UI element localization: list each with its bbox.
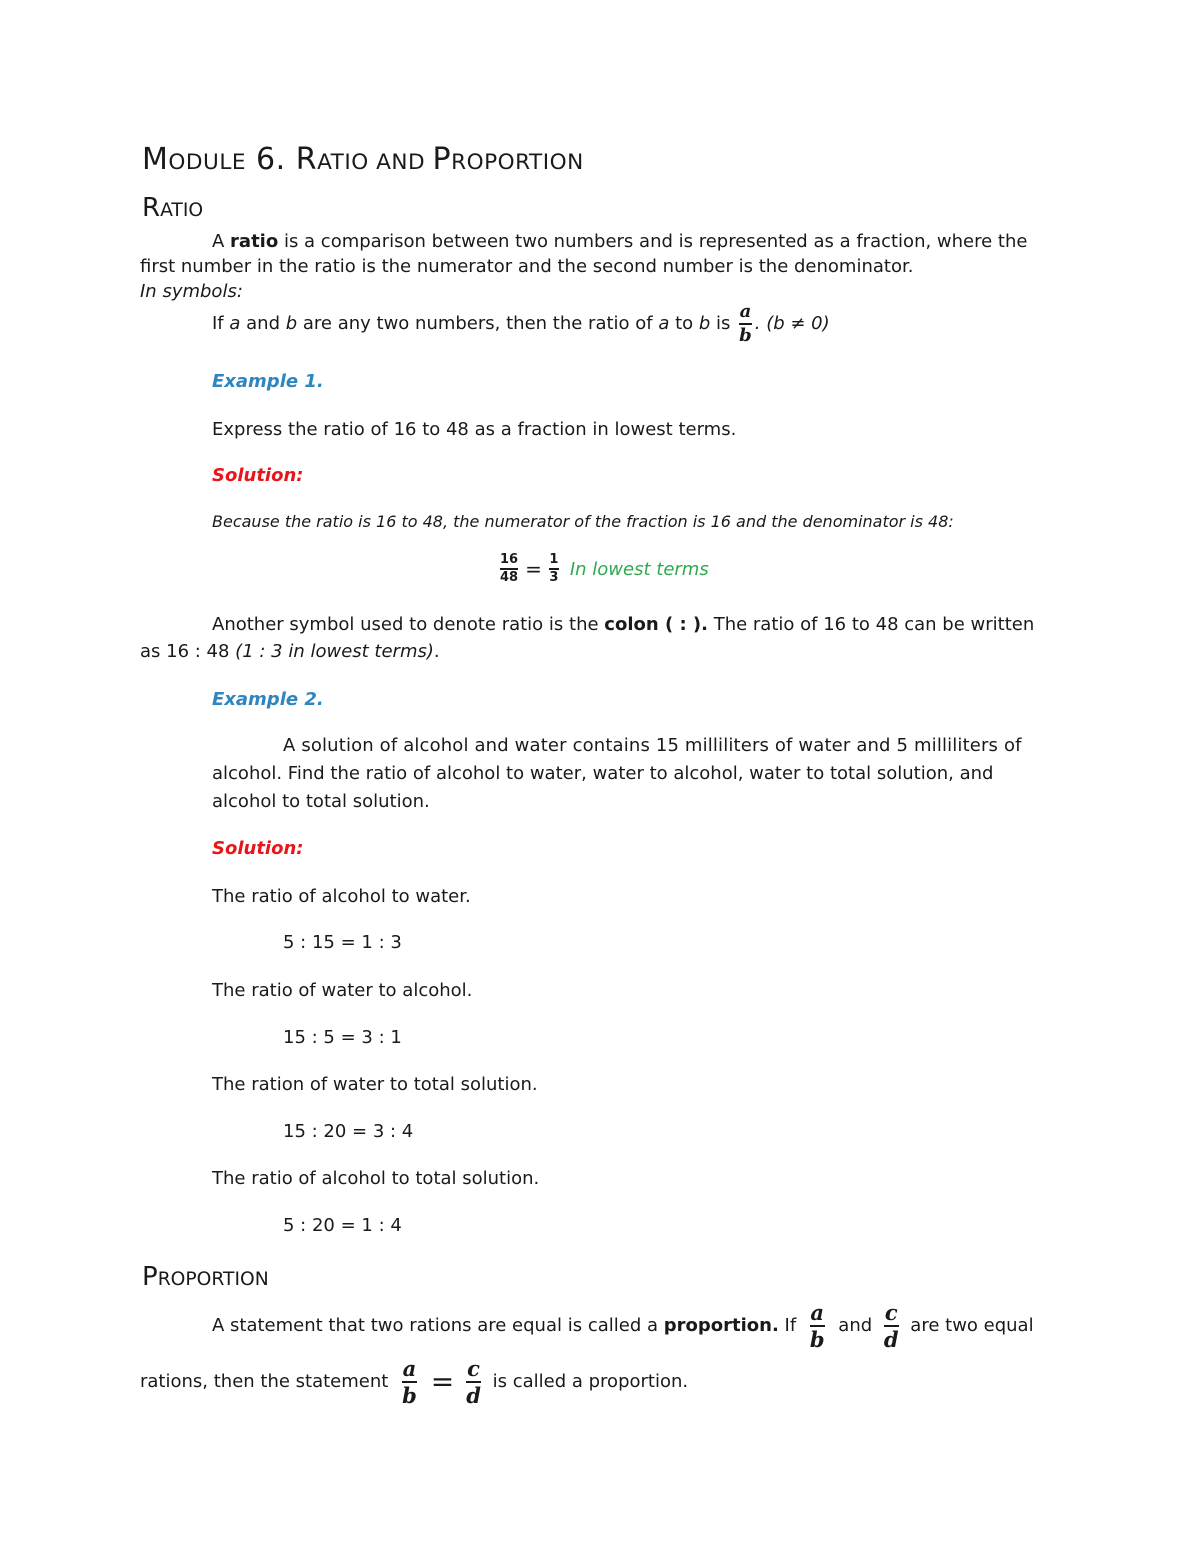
step-2-eq: 15 : 5 = 3 : 1 xyxy=(283,1027,402,1048)
symbol-is: is xyxy=(710,313,737,334)
example1-fraction-equation xyxy=(497,553,709,585)
example2-line1: A solution of alcohol and water contains 15 milliliters of water and 5 milliliters of xyxy=(283,735,1022,756)
proportion-if: If xyxy=(778,1315,802,1336)
example1-explanation: Because the ratio is 16 to 48, the numerator of the fraction is 16 and the denominator is 48: xyxy=(212,512,954,531)
colon-pre: Another symbol used to denote ratio is the xyxy=(212,614,605,635)
symbol-tail: . (b ≠ 0) xyxy=(754,313,830,334)
fraction-1-3 xyxy=(549,553,559,585)
symbol-and: and xyxy=(240,313,286,334)
symbol-if: If xyxy=(212,313,230,334)
heading-proportion-rest: ROPORTION xyxy=(157,1269,269,1290)
section-heading-ratio xyxy=(142,193,203,223)
symbol-a2: a xyxy=(658,313,670,334)
symbol-a: a xyxy=(229,313,241,334)
title-p: P xyxy=(432,142,452,177)
colon-paragraph-line1 xyxy=(212,611,1034,639)
example2-line2: alcohol. Find the ratio of alcohol to water, water to alcohol, water to total solution, and xyxy=(212,763,994,784)
fraction-a-over-b xyxy=(810,1301,825,1351)
ratio-definition-line1 xyxy=(212,228,1027,256)
fraction-c: c xyxy=(467,1355,480,1381)
colon-post: The ratio of 16 to 48 can be written xyxy=(707,614,1035,635)
fraction-denominator: b xyxy=(739,325,752,346)
step-1-desc: The ratio of alcohol to water. xyxy=(212,886,471,907)
title-and: AND xyxy=(368,150,433,175)
fraction-numerator: a xyxy=(739,301,752,323)
step-3-desc: The ration of water to total solution. xyxy=(212,1074,538,1095)
fraction-c-over-d-statement xyxy=(466,1357,481,1407)
fraction-3: 3 xyxy=(549,569,559,585)
equals-sign: = xyxy=(430,1365,455,1398)
proportion-line2-post: is called a proportion. xyxy=(486,1371,689,1392)
title-m: M xyxy=(142,142,169,177)
title-num: 6. xyxy=(246,142,296,177)
step-3-eq: 15 : 20 = 3 : 4 xyxy=(283,1121,414,1142)
fraction-16-48 xyxy=(500,553,518,585)
ratio-definition-line2: first number in the ratio is the numerator and the second number is the denominator. xyxy=(140,256,914,277)
fraction-48: 48 xyxy=(500,569,519,585)
fraction-a-over-b xyxy=(739,302,752,346)
proportion-and: and xyxy=(832,1315,878,1336)
fraction-1: 1 xyxy=(549,552,559,567)
symbol-line xyxy=(212,300,830,348)
proportion-definition-line2 xyxy=(140,1354,688,1410)
title-odule: ODULE xyxy=(168,150,246,175)
symbol-to: to xyxy=(669,313,699,334)
example1-solution-label: Solution: xyxy=(212,465,304,486)
heading-ratio-rest: ATIO xyxy=(160,200,204,221)
proportion-pre: A statement that two rations are equal is called a xyxy=(212,1315,664,1336)
symbol-b: b xyxy=(285,313,298,334)
step-4-eq: 5 : 20 = 1 : 4 xyxy=(283,1215,402,1236)
title-atio: ATIO xyxy=(317,150,369,175)
ratio-def-post: is a comparison between two numbers and is represented as a fraction, where the xyxy=(278,231,1028,252)
step-4-desc: The ratio of alcohol to total solution. xyxy=(212,1168,540,1189)
colon-bold: colon ( : ). xyxy=(604,614,708,635)
example2-line3: alcohol to total solution. xyxy=(212,791,430,812)
ratio-def-pre: A xyxy=(212,231,231,252)
colon-line2-pre: as 16 : 48 xyxy=(140,641,236,662)
fraction-c: c xyxy=(884,1299,898,1325)
example1-question: Express the ratio of 16 to 48 as a fraction in lowest terms. xyxy=(212,419,737,440)
colon-line2-italic: (1 : 3 in lowest terms) xyxy=(235,641,434,662)
section-heading-proportion xyxy=(142,1262,269,1292)
ratio-def-bold: ratio xyxy=(230,231,279,252)
symbol-middle: are any two numbers, then the ratio of xyxy=(297,313,659,334)
in-symbols-label: In symbols: xyxy=(140,281,243,302)
heading-proportion-initial: P xyxy=(142,1262,158,1292)
step-1-eq: 5 : 15 = 1 : 3 xyxy=(283,932,402,953)
proportion-definition-line1 xyxy=(212,1298,1034,1354)
fraction-a-over-b-statement xyxy=(402,1357,417,1407)
fraction-d: d xyxy=(883,1327,899,1352)
example1-label: Example 1. xyxy=(212,371,324,392)
fraction-b: b xyxy=(402,1383,417,1408)
page-title xyxy=(142,142,584,177)
lowest-terms-note: In lowest terms xyxy=(569,558,709,580)
fraction-c-over-d xyxy=(884,1301,899,1351)
colon-line2-post: . xyxy=(433,641,440,662)
equals-sign: = xyxy=(525,557,542,582)
title-roportion: ROPORTION xyxy=(451,150,584,175)
title-r: R xyxy=(295,142,318,177)
fraction-16: 16 xyxy=(500,552,519,567)
proportion-line2-pre: rations, then the statement xyxy=(140,1371,395,1392)
fraction-a: a xyxy=(402,1355,417,1381)
fraction-b: b xyxy=(809,1327,825,1352)
heading-ratio-initial: R xyxy=(142,193,161,223)
step-2-desc: The ratio of water to alcohol. xyxy=(212,980,473,1001)
proportion-post: are two equal xyxy=(904,1315,1034,1336)
symbol-b2: b xyxy=(698,313,711,334)
example2-label: Example 2. xyxy=(212,689,324,710)
fraction-d: d xyxy=(466,1383,481,1408)
example2-solution-label: Solution: xyxy=(212,838,304,859)
colon-paragraph-line2 xyxy=(140,638,440,666)
proportion-bold: proportion. xyxy=(663,1315,779,1336)
fraction-a: a xyxy=(810,1299,825,1325)
